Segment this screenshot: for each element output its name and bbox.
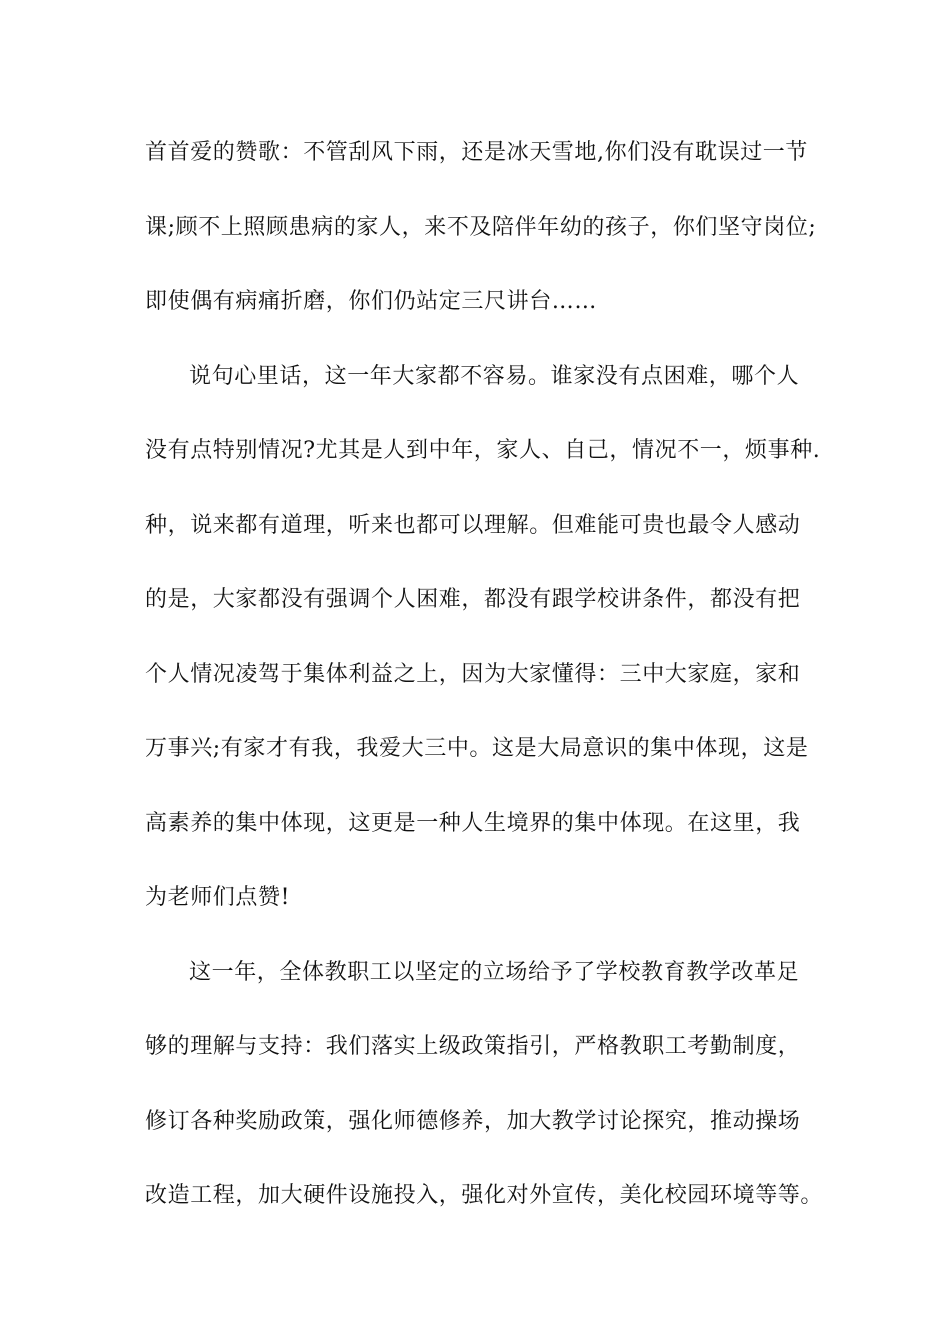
text-line: 高素养的集中体现，这更是一种人生境界的集中体现。在这里，我 [145,810,801,836]
text-line: 个人情况凌驾于集体利益之上，因为大家懂得：三中大家庭，家和 [145,661,801,687]
text-line: 的是，大家都没有强调个人困难，都没有跟学校讲条件，都没有把 [145,587,801,612]
text-line: 够的理解与支持：我们落实上级政策指引，严格教职工考勤制度， [145,1034,801,1059]
text-line: 课;顾不上照顾患病的家人，来不及陪伴年幼的孩子，你们坚守岗位; [145,214,817,240]
text-line: 为老师们点赞! [145,885,291,910]
text-line: 首首爱的赞歌：不管刮风下雨，还是冰天雪地,你们没有耽误过一节 [145,140,808,165]
text-line: 没有点特别情况?尤其是人到中年，家人、自己，情况不一，烦事种. [145,438,821,463]
text-line: 修订各种奖励政策，强化师德修养，加大教学讨论探究，推动操场 [145,1108,801,1134]
body-text [145,128,825,1246]
text-line: 种，说来都有道理，听来也都可以理解。但难能可贵也最令人感动 [145,512,801,538]
paragraph-start-line: 这一年，全体教职工以坚定的立场给予了学校教育教学改革足 [189,959,800,985]
text-line: 即使偶有病痛折磨，你们仍站定三尺讲台…… [145,289,598,314]
text-line: 改造工程，加大硬件设施投入，强化对外宣传，美化校园环境等等。 [145,1183,824,1208]
text-line: 万事兴;有家才有我，我爱大三中。这是大局意识的集中体现，这是 [145,736,809,761]
paragraph-start-line: 说句心里话，这一年大家都不容易。谁家没有点困难，哪个人 [189,363,800,389]
